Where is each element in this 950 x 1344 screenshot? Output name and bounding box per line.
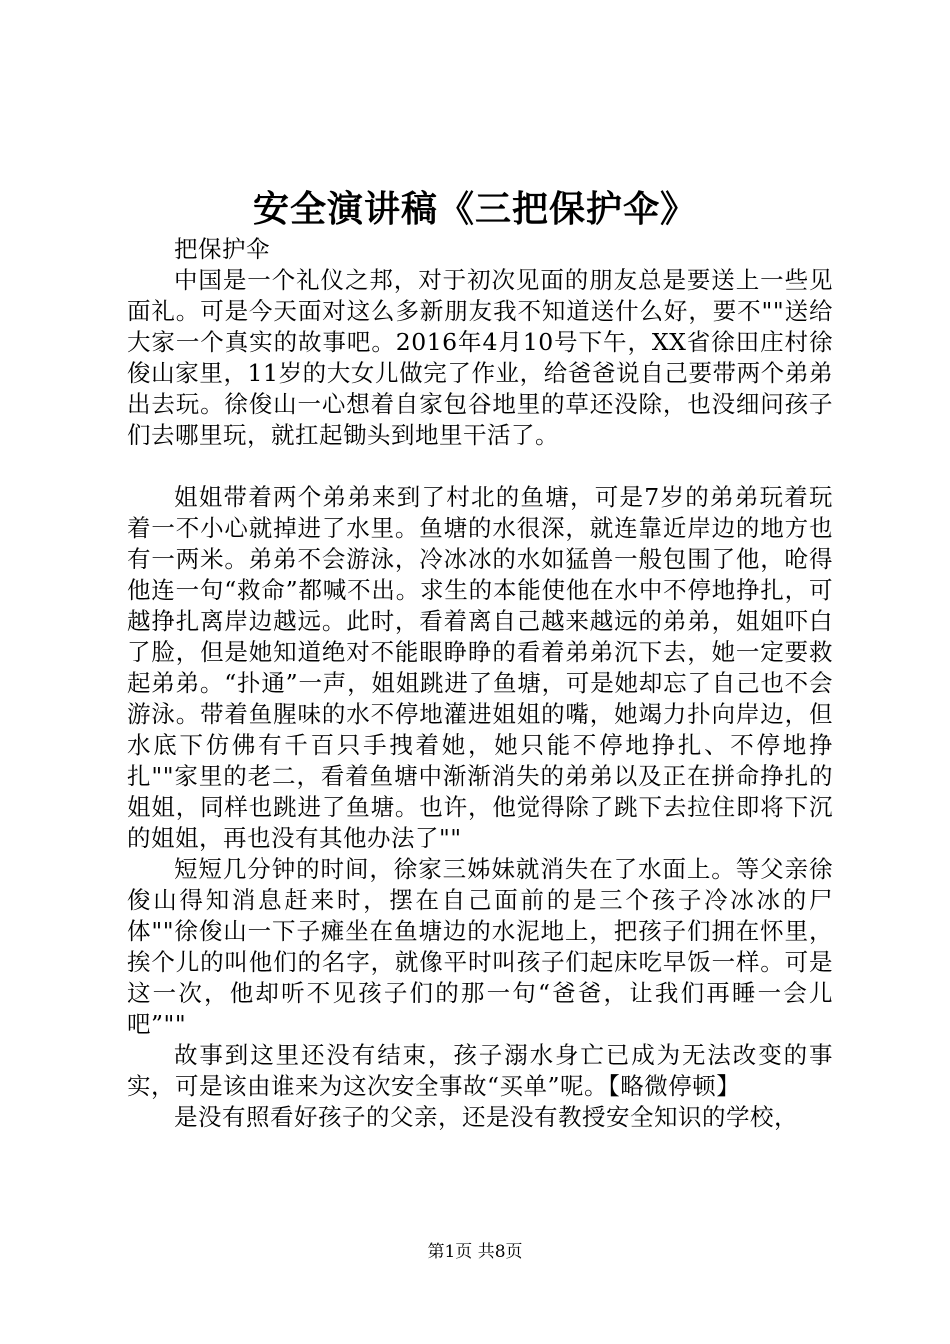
paragraph: 中国是一个礼仪之邦，对于初次见面的朋友总是要送上一些见面礼。可是今天面对这么多新朋友我不知道送什么好，要不""送给大家一个真实的故事吧。2016年4月10号下午，XX省徐田庄村徐俊山家里，11岁的大女儿做完了作业，给爸爸说自己要带两个弟弟出去玩。徐俊山一心想着自家包谷地里的草还没除，也没细问孩子们去哪里玩，就扛起锄头到地里干活了。 <box>127 266 833 449</box>
page-number-footer: 第1页 共8页 <box>427 1242 523 1262</box>
document-title: 安全演讲稿《三把保护伞》 <box>252 188 697 230</box>
paragraph: 短短几分钟的时间，徐家三姊妹就消失在了水面上。等父亲徐俊山得知消息赶来时，摆在自己面前的是三个孩子冷冰冰的尸体""徐俊山一下子瘫坐在鱼塘边的水泥地上，把孩子们拥在怀里，挨个儿的叫他们的名字，就像平时叫孩子们起床吃早饭一样。可是这一次，他却听不见孩子们的那一句“爸爸，让我们再睡一会儿吧”"" <box>127 855 833 1038</box>
paragraph: 姐姐带着两个弟弟来到了村北的鱼塘，可是7岁的弟弟玩着玩着一不小心就掉进了水里。鱼塘的水很深，就连靠近岸边的地方也有一两米。弟弟不会游泳，冷冰冰的水如猛兽一般包围了他，呛得他连一句“救命”都喊不出。求生的本能使他在水中不停地挣扎，可越挣扎离岸边越远。此时，看着离自己越来越远的弟弟，姐姐吓白了脸，但是她知道绝对不能眼睁睁的看着弟弟沉下去，她一定要救起弟弟。“扑通”一声，姐姐跳进了鱼塘，可是她却忘了自己也不会游泳。带着鱼腥味的水不停地灌进姐姐的嘴，她竭力扑向岸边，但水底下仿佛有千百只手拽着她，她只能不停地挣扎、不停地挣扎""家里的老二，看着鱼塘中渐渐消失的弟弟以及正在拼命挣扎的姐姐，同样也跳进了鱼塘。也许，他觉得除了跳下去拉住即将下沉的姐姐，再也没有其他办法了"" <box>127 483 833 852</box>
paragraph: 是没有照看好孩子的父亲，还是没有教授安全知识的学校， <box>174 1103 798 1131</box>
paragraph-heading: 把保护伞 <box>174 235 270 263</box>
paragraph: 故事到这里还没有结束，孩子溺水身亡已成为无法改变的事实，可是该由谁来为这次安全事故“买单”呢。【略微停顿】 <box>127 1041 833 1100</box>
document-body <box>127 234 833 1133</box>
